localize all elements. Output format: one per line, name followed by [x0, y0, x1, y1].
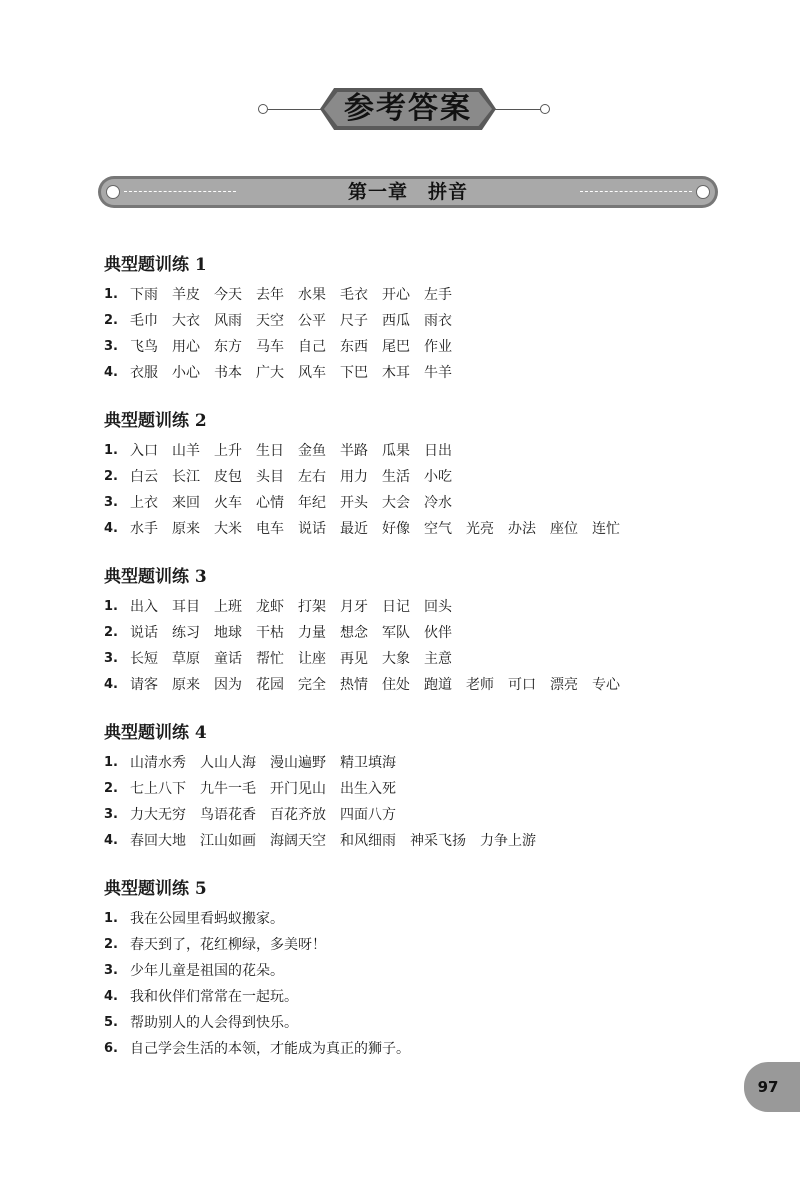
answer-word: 电车 — [256, 521, 284, 537]
item-number: 3. — [104, 495, 118, 510]
item-number: 2. — [104, 625, 118, 640]
answer-word: 雨衣 — [424, 313, 452, 329]
chapter-bar — [98, 176, 718, 208]
answer-word: 鸟语花香 — [200, 807, 256, 823]
answer-word: 人山人海 — [200, 755, 256, 771]
item-number: 4. — [104, 365, 118, 380]
answer-word: 小心 — [172, 365, 200, 381]
item-number: 3. — [104, 339, 118, 354]
answer-row — [104, 802, 724, 828]
answer-word: 来回 — [172, 495, 200, 511]
answer-word: 住处 — [382, 677, 410, 693]
answer-sentence-row — [104, 1036, 724, 1062]
answer-row — [104, 594, 724, 620]
answer-row — [104, 308, 724, 334]
answer-word: 说话 — [298, 521, 326, 537]
answer-word: 飞鸟 — [130, 339, 158, 355]
answer-word: 大衣 — [172, 313, 200, 329]
answer-word: 月牙 — [340, 599, 368, 615]
answer-word: 下巴 — [340, 365, 368, 381]
answer-word: 山羊 — [172, 443, 200, 459]
answer-word: 出入 — [130, 599, 158, 615]
answer-word: 草原 — [172, 651, 200, 667]
answer-sentence: 帮助别人的人会得到快乐。 — [130, 1015, 298, 1031]
answer-word: 去年 — [256, 287, 284, 303]
answer-word: 衣服 — [130, 365, 158, 381]
answer-word: 头目 — [256, 469, 284, 485]
answer-word: 西瓜 — [382, 313, 410, 329]
answer-word: 江山如画 — [200, 833, 256, 849]
title-right-ornament — [540, 104, 550, 114]
answer-word: 瓜果 — [382, 443, 410, 459]
item-number: 1. — [104, 599, 118, 614]
answer-section — [104, 720, 724, 854]
answer-sentence-row — [104, 984, 724, 1010]
answer-row — [104, 516, 724, 542]
answer-word: 帮忙 — [256, 651, 284, 667]
answer-word: 神采飞扬 — [410, 833, 466, 849]
item-number: 4. — [104, 521, 118, 536]
item-number: 2. — [104, 469, 118, 484]
answer-word: 海阔天空 — [270, 833, 326, 849]
answer-word: 用心 — [172, 339, 200, 355]
answer-word: 年纪 — [298, 495, 326, 511]
answer-word: 东西 — [340, 339, 368, 355]
section-title: 典型题训练 3 — [104, 567, 207, 587]
answer-word: 火车 — [214, 495, 242, 511]
answer-word: 半路 — [340, 443, 368, 459]
answer-word: 上班 — [214, 599, 242, 615]
answer-word: 伙伴 — [424, 625, 452, 641]
title-banner — [0, 80, 800, 140]
answer-section — [104, 408, 724, 542]
answer-word: 皮包 — [214, 469, 242, 485]
answer-word: 大米 — [214, 521, 242, 537]
answer-word: 连忙 — [592, 521, 620, 537]
answer-word: 长短 — [130, 651, 158, 667]
answer-word: 干枯 — [256, 625, 284, 641]
answer-word: 座位 — [550, 521, 578, 537]
answer-word: 龙虾 — [256, 599, 284, 615]
answer-word: 毛衣 — [340, 287, 368, 303]
item-number: 1. — [104, 287, 118, 302]
answer-word: 力量 — [298, 625, 326, 641]
answer-row — [104, 334, 724, 360]
answer-row — [104, 464, 724, 490]
answer-section — [104, 876, 724, 1062]
answer-sentence: 我和伙伴们常常在一起玩。 — [130, 989, 298, 1005]
item-number: 4. — [104, 833, 118, 848]
item-number: 2. — [104, 781, 118, 796]
answer-word: 因为 — [214, 677, 242, 693]
item-number: 1. — [104, 911, 118, 926]
answer-word: 回头 — [424, 599, 452, 615]
answer-word: 春回大地 — [130, 833, 186, 849]
section-title: 典型题训练 2 — [104, 411, 207, 431]
answer-word: 生日 — [256, 443, 284, 459]
answer-word: 完全 — [298, 677, 326, 693]
answer-row — [104, 438, 724, 464]
answer-word: 入口 — [130, 443, 158, 459]
answer-word: 左手 — [424, 287, 452, 303]
item-number: 4. — [104, 677, 118, 692]
answer-word: 用力 — [340, 469, 368, 485]
answer-word: 心情 — [256, 495, 284, 511]
item-number: 5. — [104, 1015, 118, 1030]
answer-sentence: 我在公园里看蚂蚁搬家。 — [130, 911, 284, 927]
answer-word: 长江 — [172, 469, 200, 485]
answer-sentence-row — [104, 932, 724, 958]
answer-word: 军队 — [382, 625, 410, 641]
answer-word: 左右 — [298, 469, 326, 485]
answer-word: 七上八下 — [130, 781, 186, 797]
answer-word: 力争上游 — [480, 833, 536, 849]
answer-word: 让座 — [298, 651, 326, 667]
answer-word: 东方 — [214, 339, 242, 355]
answer-word: 水果 — [298, 287, 326, 303]
answer-word: 水手 — [130, 521, 158, 537]
answer-section — [104, 252, 724, 386]
answer-word: 上衣 — [130, 495, 158, 511]
answer-word: 尾巴 — [382, 339, 410, 355]
answer-word: 马车 — [256, 339, 284, 355]
answer-content — [104, 252, 724, 1084]
answer-row — [104, 282, 724, 308]
answer-word: 生活 — [382, 469, 410, 485]
answer-word: 地球 — [214, 625, 242, 641]
answer-row — [104, 750, 724, 776]
answer-word: 百花齐放 — [270, 807, 326, 823]
answer-sentence: 少年儿童是祖国的花朵。 — [130, 963, 284, 979]
answer-section — [104, 564, 724, 698]
page-number-tab — [744, 1062, 800, 1112]
answer-word: 公平 — [298, 313, 326, 329]
answer-word: 再见 — [340, 651, 368, 667]
answer-word: 漂亮 — [550, 677, 578, 693]
answer-word: 耳目 — [172, 599, 200, 615]
answer-row — [104, 490, 724, 516]
answer-word: 日出 — [424, 443, 452, 459]
answer-word: 冷水 — [424, 495, 452, 511]
section-title: 典型题训练 5 — [104, 879, 207, 899]
answer-word: 作业 — [424, 339, 452, 355]
item-number: 1. — [104, 755, 118, 770]
answer-word: 白云 — [130, 469, 158, 485]
answer-word: 精卫填海 — [340, 755, 396, 771]
answer-word: 开头 — [340, 495, 368, 511]
answer-word: 想念 — [340, 625, 368, 641]
item-number: 3. — [104, 963, 118, 978]
answer-word: 日记 — [382, 599, 410, 615]
answer-word: 好像 — [382, 521, 410, 537]
answer-word: 出生入死 — [340, 781, 396, 797]
answer-word: 书本 — [214, 365, 242, 381]
answer-word: 最近 — [340, 521, 368, 537]
answer-row — [104, 620, 724, 646]
page-number: 97 — [757, 1078, 779, 1096]
answer-word: 九牛一毛 — [200, 781, 256, 797]
answer-word: 漫山遍野 — [270, 755, 326, 771]
section-title: 典型题训练 1 — [104, 255, 207, 275]
answer-word: 力大无穷 — [130, 807, 186, 823]
answer-word: 金鱼 — [298, 443, 326, 459]
answer-word: 光亮 — [466, 521, 494, 537]
answer-row — [104, 828, 724, 854]
answer-word: 大象 — [382, 651, 410, 667]
answer-word: 专心 — [592, 677, 620, 693]
item-number: 3. — [104, 807, 118, 822]
answer-word: 四面八方 — [340, 807, 396, 823]
answer-word: 小吃 — [424, 469, 452, 485]
answer-word: 和风细雨 — [340, 833, 396, 849]
answer-row — [104, 646, 724, 672]
answer-word: 山清水秀 — [130, 755, 186, 771]
answer-word: 木耳 — [382, 365, 410, 381]
answer-sentence-row — [104, 958, 724, 984]
answer-word: 请客 — [130, 677, 158, 693]
answer-row — [104, 672, 724, 698]
answer-word: 打架 — [298, 599, 326, 615]
answer-word: 主意 — [424, 651, 452, 667]
answer-row — [104, 360, 724, 386]
answer-sentence-row — [104, 1010, 724, 1036]
item-number: 2. — [104, 313, 118, 328]
answer-word: 开心 — [382, 287, 410, 303]
answer-word: 风车 — [298, 365, 326, 381]
answer-word: 可口 — [508, 677, 536, 693]
answer-word: 羊皮 — [172, 287, 200, 303]
item-number: 4. — [104, 989, 118, 1004]
answer-word: 热情 — [340, 677, 368, 693]
answer-word: 花园 — [256, 677, 284, 693]
item-number: 2. — [104, 937, 118, 952]
answer-word: 上升 — [214, 443, 242, 459]
answer-sentence: 春天到了，花红柳绿，多美呀！ — [130, 937, 326, 953]
answer-word: 说话 — [130, 625, 158, 641]
answer-word: 风雨 — [214, 313, 242, 329]
title-left-ornament — [258, 104, 268, 114]
answer-sentence: 自己学会生活的本领，才能成为真正的狮子。 — [130, 1041, 410, 1057]
page-title: 参考答案 — [344, 91, 472, 126]
answer-word: 尺子 — [340, 313, 368, 329]
answer-sentence-row — [104, 906, 724, 932]
answer-word: 练习 — [172, 625, 200, 641]
item-number: 6. — [104, 1041, 118, 1056]
section-title: 典型题训练 4 — [104, 723, 207, 743]
answer-word: 原来 — [172, 521, 200, 537]
answer-word: 跑道 — [424, 677, 452, 693]
answer-word: 今天 — [214, 287, 242, 303]
answer-word: 牛羊 — [424, 365, 452, 381]
answer-word: 开门见山 — [270, 781, 326, 797]
answer-word: 原来 — [172, 677, 200, 693]
item-number: 1. — [104, 443, 118, 458]
answer-word: 毛巾 — [130, 313, 158, 329]
answer-word: 广大 — [256, 365, 284, 381]
answer-word: 天空 — [256, 313, 284, 329]
answer-word: 自己 — [298, 339, 326, 355]
answer-word: 下雨 — [130, 287, 158, 303]
answer-row — [104, 776, 724, 802]
item-number: 3. — [104, 651, 118, 666]
answer-word: 童话 — [214, 651, 242, 667]
answer-word: 办法 — [508, 521, 536, 537]
answer-word: 老师 — [466, 677, 494, 693]
chapter-title: 第一章 拼音 — [347, 181, 468, 203]
answer-word: 空气 — [424, 521, 452, 537]
answer-word: 大会 — [382, 495, 410, 511]
